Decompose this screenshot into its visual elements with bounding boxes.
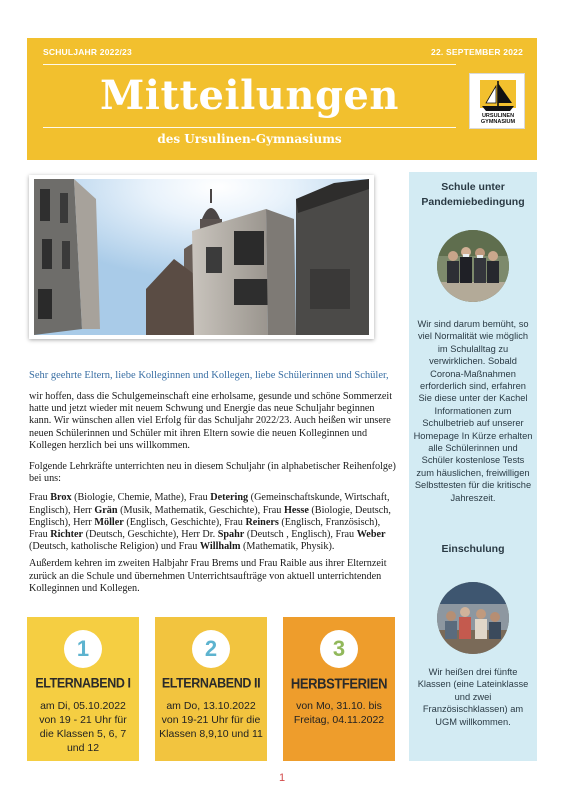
school-logo	[469, 73, 525, 129]
teacher-name: Spahr	[217, 529, 245, 541]
sidebar-text-enrollment: Wir heißen drei fünfte Klassen (eine Lateinklasse und zwei Französischklassen) am UGM willkommen.	[417, 667, 529, 727]
teacher-name: Brox	[50, 492, 72, 504]
teacher-name: Detering	[210, 492, 249, 504]
event-card-parents-evening-1	[27, 617, 139, 761]
page-title: Mitteilungen	[100, 72, 399, 119]
teachers-list: Frau Brox (Biologie, Chemie, Mathe), Frau Detering (Gemeinschaftskunde, Wirtschaft, Englisch), Herr Grän (Musik, Mathematik, Geschichte), Frau Hesse (Biologie, Deutsch, Englisch), Herr Möller (Englisch, Geschichte), Frau Reiners (Englisch, Französisch), Frau Richter (Deutsch, Geschichte), Herr Dr. Spahr (Deutsch , Englisch), Frau Weber (Deutsch, katholische Religion) und Frau Willhalm (Mathematik, Physik).	[29, 492, 391, 553]
logo-text-ursulinen: URSULINEN	[481, 113, 515, 119]
sidebar-text-pandemic: Wir sind darum bemüht, so viel Normalität wie möglich im Schulalltag zu verwirklichen. Sobald Corona-Maßnahmen erforderlich sind, erfahren Sie diese unter der Kachel Informationen zum Schulbetrieb auf unserer Homepage In Kürze erhalten alle Schülerinnen und Schüler kostenlose Tests zum häuslichen, freiwilligen Selbsttesten für die kritische Jahreszeit.	[413, 319, 533, 503]
return-note: Außerdem kehren im zweiten Halbjahr Frau Brems und Frau Raible aus ihrer Elternzeit zurück an die Schule und übernehmen Unterrichtsaufträge von aktuell unterrichtenden Kolleginnen und Kollegen.	[29, 558, 387, 594]
event-details: von Mo, 31.10. bis Freitag, 04.11.2022	[293, 700, 385, 726]
article-body	[29, 391, 399, 604]
students-group-photo	[437, 230, 509, 302]
issue-date: 22. SEPTEMBER 2022	[431, 47, 523, 57]
event-details: am Di, 05.10.2022 von 19 - 21 Uhr für die Klassen 5, 6, 7 und 12	[39, 700, 127, 754]
event-label: HERBSTFERIEN	[290, 675, 388, 692]
logo-text-gymnasium: GYMNASIUM	[480, 119, 516, 125]
page-subtitle: des Ursulinen-Gymnasiums	[157, 132, 342, 146]
header-banner	[27, 38, 537, 160]
school-year: SCHULJAHR 2022/23	[43, 47, 132, 57]
teacher-name: Grän	[94, 504, 118, 516]
event-number-badge: 2	[192, 630, 230, 668]
event-number-badge: 1	[64, 630, 102, 668]
header-divider-bottom	[43, 127, 456, 128]
event-card-autumn-holidays	[283, 617, 395, 761]
sidebar-heading-enrollment: Einschulung	[441, 543, 505, 555]
teacher-name: Weber	[356, 529, 386, 541]
building-image	[34, 179, 369, 335]
event-label: ELTERNABEND I	[35, 675, 131, 691]
teacher-name: Willhalm	[199, 541, 241, 553]
teacher-name: Möller	[94, 516, 124, 528]
event-card-parents-evening-2	[155, 617, 267, 761]
teachers-intro: Folgende Lehrkräfte unterrichten neu in diesem Schuljahr (in alphabetischer Reihenfolge) bei uns:	[29, 461, 396, 485]
enrollment-photo	[437, 582, 509, 654]
intro-paragraph: wir hoffen, dass die Schulgemeinschaft eine erholsame, gesunde und schöne Sommerzeit hatte und jetzt wieder mit neuem Schwung und Energie das neue Schuljahr beginnen kann. Wir wünschen allen viel Erfolg für das Schuljahr 2022/23. Auch heißen wir unsere neuen Schülerinnen und Schüler mit ihren Eltern sowie die neuen Kolleginnen und Kollegen herzlich bei uns willkommen.	[29, 391, 393, 451]
sidebar-heading-pandemic: Schule unter Pandemiebedingung	[421, 181, 525, 208]
teacher-name: Hesse	[283, 504, 309, 516]
school-building-photo	[29, 175, 374, 339]
teacher-name: Reiners	[245, 516, 279, 528]
event-details: am Do, 13.10.2022 von 19-21 Uhr für die Klassen 8,9,10 und 11	[159, 700, 263, 740]
sailboat-icon	[474, 76, 522, 114]
page-number: 1	[278, 772, 286, 784]
event-label: ELTERNABEND II	[161, 675, 261, 691]
greeting-text: Sehr geehrte Eltern, liebe Kolleginnen und Kollegen, liebe Schülerinnen und Schüler,	[29, 370, 389, 381]
enrollment-image	[437, 582, 509, 654]
students-image	[437, 230, 509, 302]
teacher-name: Richter	[50, 529, 84, 541]
event-number-badge: 3	[320, 630, 358, 668]
header-divider-top	[43, 64, 456, 65]
info-sidebar	[409, 172, 537, 761]
